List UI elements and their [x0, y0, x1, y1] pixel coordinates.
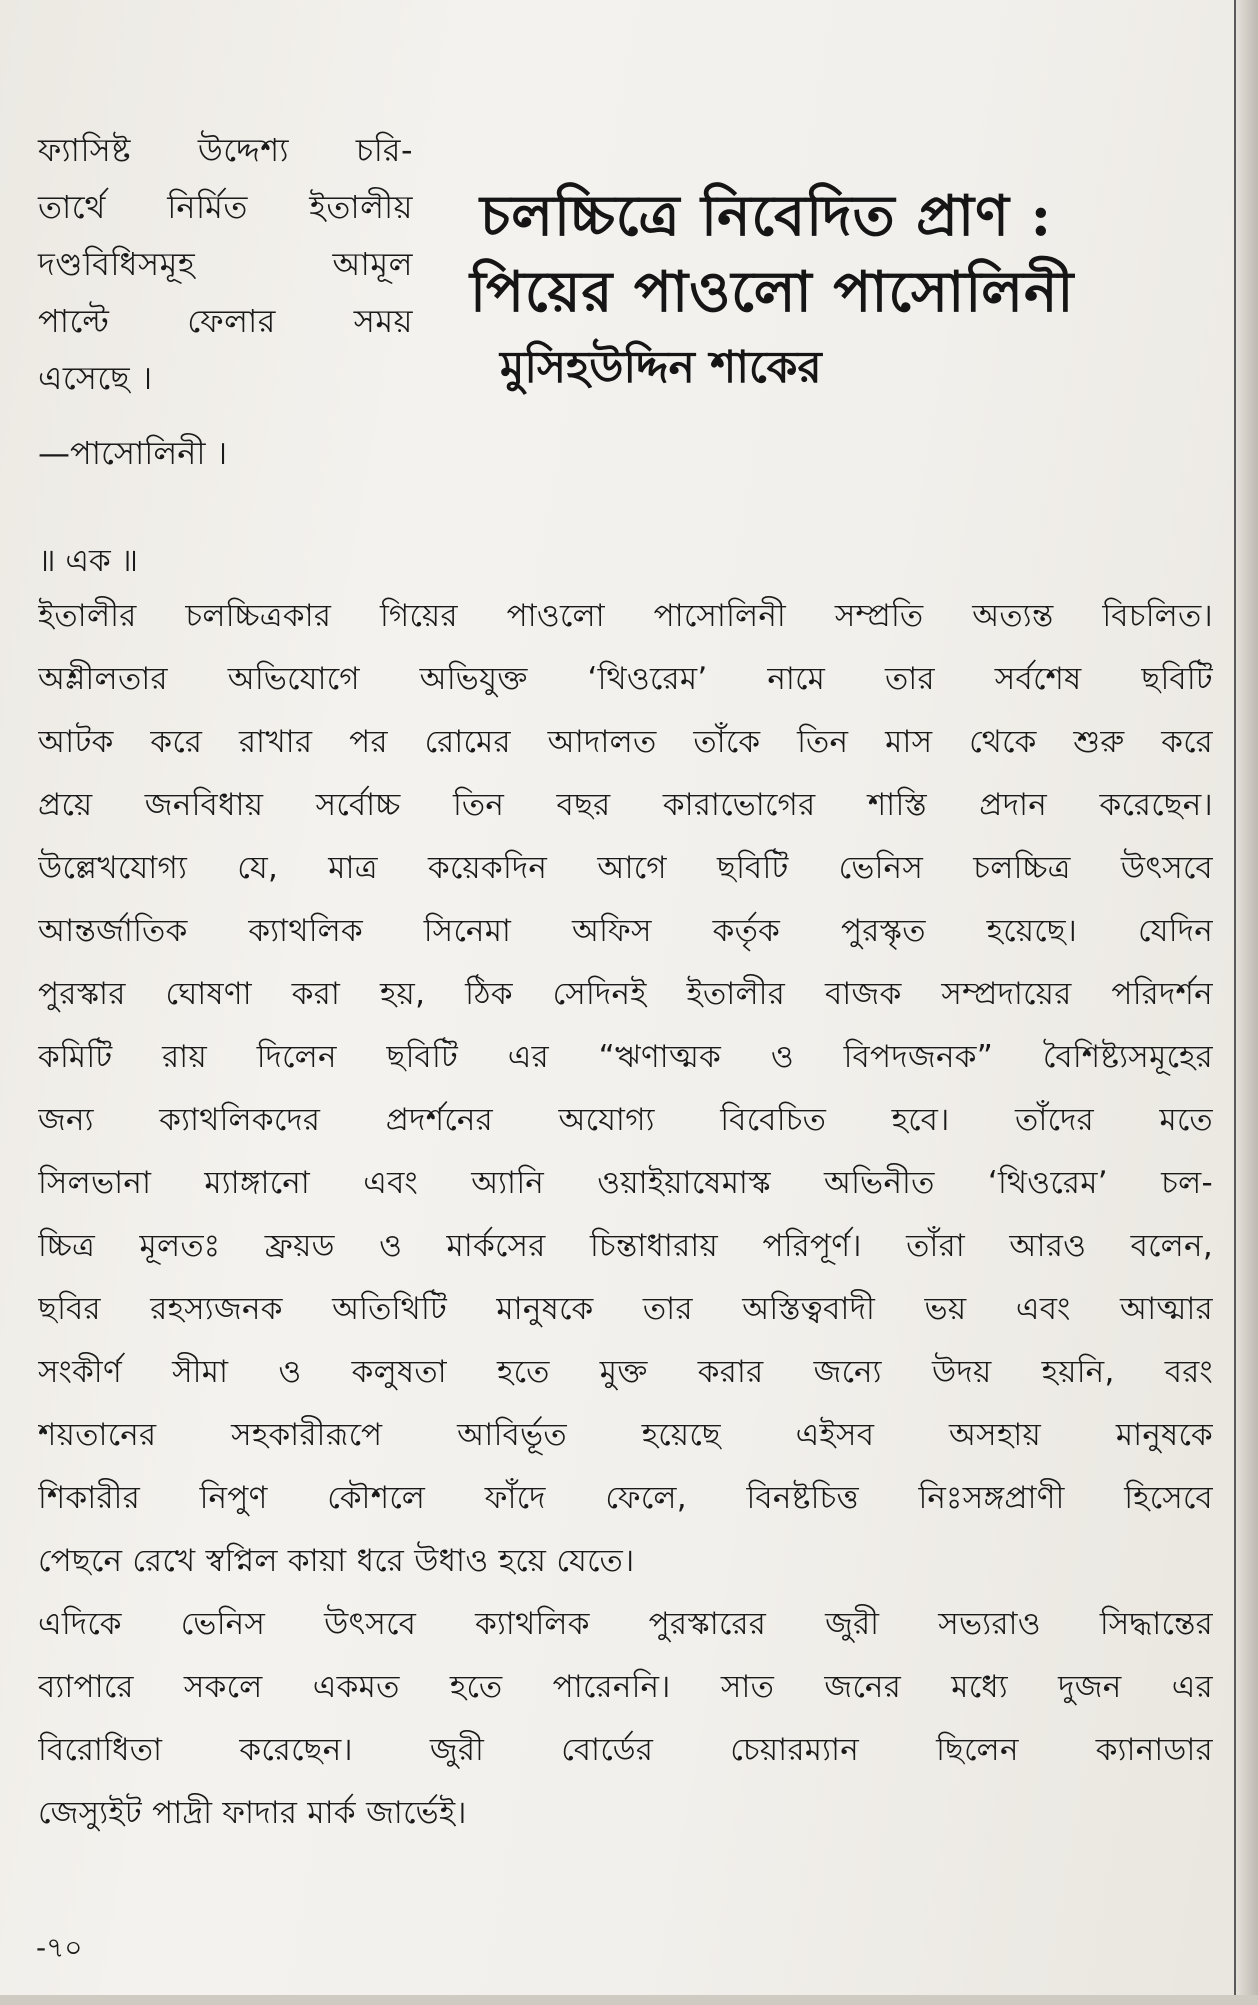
article-author: মুসিহউদ্দিন শাকের — [500, 342, 822, 393]
body-line: সংকীর্ণ সীমা ও কলুষতা হতে মুক্ত করার জন্যে উদয় হয়নি, বরং — [38, 1354, 1213, 1390]
body-line: ইতালীর চলচ্চিত্রকার গিয়ের পাওলো পাসোলিনী সম্প্রতি অত্যন্ত বিচলিত। — [38, 598, 1213, 634]
epigraph-line: পাল্টে ফেলার সময় — [38, 302, 413, 340]
body-line: সিলভানা ম্যাঙ্গানো এবং অ্যানি ওয়াইয়াষেমাস্ক অভিনীত ‘থিওরেম’ চল- — [38, 1165, 1213, 1201]
body-line: শিকারীর নিপুণ কৌশলে ফাঁদে ফেলে, বিনষ্টচিত্ত নিঃসঙ্গপ্রাণী হিসেবে — [38, 1480, 1213, 1516]
body-line: কমিটি রায় দিলেন ছবিটি এর “ঋণাত্মক ও বিপদজনক” বৈশিষ্ট্যসমূহের — [38, 1039, 1213, 1075]
body-line: চ্চিত্র মূলতঃ ফ্রয়ড ও মার্কসের চিন্তাধারায় পরিপূর্ণ। তাঁরা আরও বলেন, — [38, 1228, 1213, 1264]
article-title-block — [470, 178, 1200, 400]
epigraph-line: তার্থে নির্মিত ইতালীয় — [38, 188, 413, 226]
page-number: -৭০ — [36, 1931, 83, 1964]
epigraph-author: —পাসোলিনী । — [38, 434, 228, 472]
body-line: ছবির রহস্যজনক অতিথিটি মানুষকে তার অস্তিত্ববাদী ভয় এবং আত্মার — [38, 1291, 1213, 1327]
page-edge — [1234, 0, 1258, 2005]
article-title-line: পিয়ের পাওলো পাসোলিনী — [470, 259, 1075, 325]
body-line: পেছনে রেখে স্বপ্নিল কায়া ধরে উধাও হয়ে যেতে। — [38, 1543, 635, 1579]
section-marker: ॥ এক ॥ — [38, 543, 139, 579]
body-line: উল্লেখযোগ্য যে, মাত্র কয়েকদিন আগে ছবিটি ভেনিস চলচ্চিত্র উৎসবে — [38, 850, 1213, 886]
page-edge-bottom — [0, 1995, 1258, 2005]
body-line: ব্যাপারে সকলে একমত হতে পারেননি। সাত জনের মধ্যে দুজন এর — [38, 1669, 1213, 1705]
epigraph-line: এসেছে । — [38, 359, 153, 397]
body-line: শয়তানের সহকারীরূপে আবির্ভূত হয়েছে এইসব অসহায় মানুষকে — [38, 1417, 1213, 1453]
body-line: আটক করে রাখার পর রোমের আদালত তাঁকে তিন মাস থেকে শুরু করে — [38, 724, 1213, 760]
article-title-line: চলচ্চিত্রে নিবেদিত প্রাণ : — [480, 183, 1053, 249]
body-line: প্রয়ে জনবিধায় সর্বোচ্চ তিন বছর কারাভোগের শাস্তি প্রদান করেছেন। — [38, 787, 1213, 823]
body-line: এদিকে ভেনিস উৎসবে ক্যাথলিক পুরস্কারের জুরী সভ্যরাও সিদ্ধান্তের — [38, 1606, 1213, 1642]
body-line: অশ্লীলতার অভিযোগে অভিযুক্ত ‘থিওরেম’ নামে তার সর্বশেষ ছবিটি — [38, 661, 1213, 697]
epigraph — [38, 122, 413, 482]
body-line: জন্য ক্যাথলিকদের প্রদর্শনের অযোগ্য বিবেচিত হবে। তাঁদের মতে — [38, 1102, 1213, 1138]
body-line: আন্তর্জাতিক ক্যাথলিক সিনেমা অফিস কর্তৃক পুরস্কৃত হয়েছে। যেদিন — [38, 913, 1213, 949]
epigraph-line: দণ্ডবিধিসমূহ আমূল — [38, 245, 413, 283]
epigraph-line: ফ্যাসিষ্ট উদ্দেশ্য চরি- — [38, 131, 413, 169]
body-line: জেস্যুইট পাদ্রী ফাদার মার্ক জার্ভেই। — [38, 1795, 467, 1831]
article-body — [38, 585, 1213, 1845]
body-line: পুরস্কার ঘোষণা করা হয়, ঠিক সেদিনই ইতালীর বাজক সম্প্রদায়ের পরিদর্শন — [38, 976, 1213, 1012]
body-line: বিরোধিতা করেছেন। জুরী বোর্ডের চেয়ারম্যান ছিলেন ক্যানাডার — [38, 1732, 1213, 1768]
